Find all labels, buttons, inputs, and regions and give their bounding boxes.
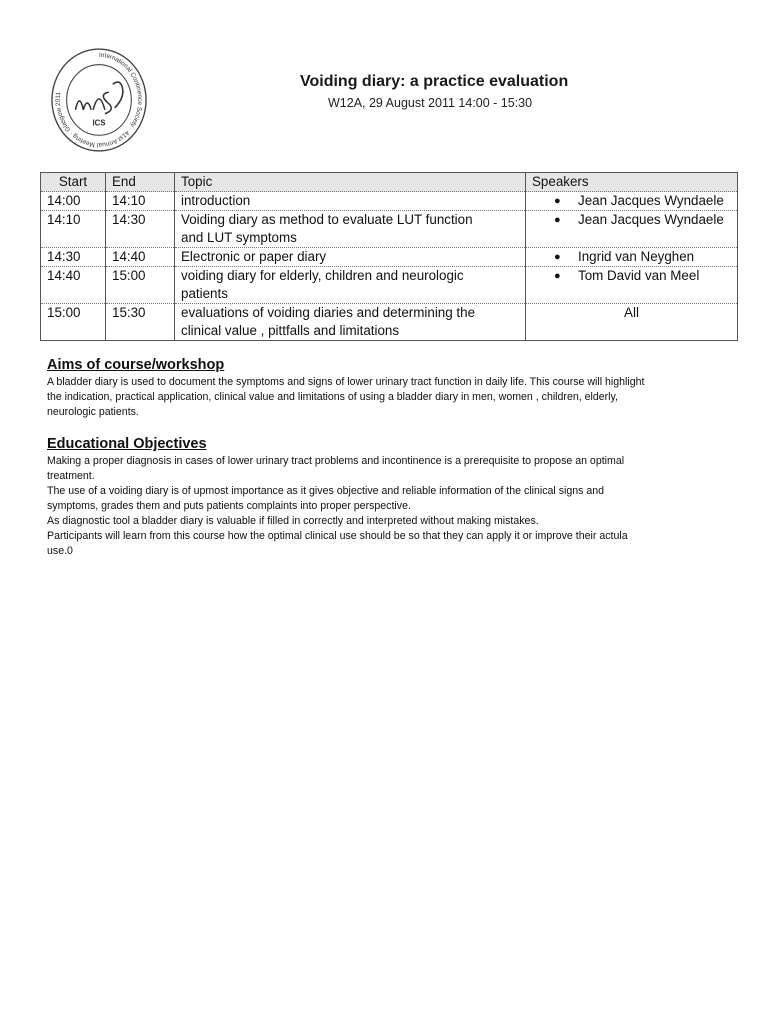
table-row xyxy=(41,211,738,230)
speaker-name: Jean Jacques Wyndaele xyxy=(578,212,724,227)
table-row xyxy=(41,248,738,267)
cell-start xyxy=(41,229,106,248)
cell-end: 15:00 xyxy=(106,267,175,286)
cell-topic: clinical value , pittfalls and limitations xyxy=(175,322,526,341)
objectives-line: treatment. xyxy=(47,470,95,482)
cell-speaker xyxy=(526,248,738,267)
header-start: Start xyxy=(41,173,106,192)
cell-end xyxy=(106,229,175,248)
table-row xyxy=(41,229,738,248)
cell-speaker xyxy=(526,267,738,286)
cell-topic: patients xyxy=(175,285,526,304)
cell-speaker xyxy=(526,322,738,341)
header-speakers: Speakers xyxy=(526,173,738,192)
cell-speaker xyxy=(526,229,738,248)
table-row xyxy=(41,192,738,211)
speaker-name: Ingrid van Neyghen xyxy=(578,249,695,264)
bullet-icon: ● xyxy=(554,251,561,263)
cell-start: 15:00 xyxy=(41,304,106,323)
objectives-heading: Educational Objectives xyxy=(47,436,207,452)
svg-text:ICS: ICS xyxy=(92,118,106,128)
bullet-icon: ● xyxy=(554,214,561,226)
cell-start xyxy=(41,322,106,341)
objectives-line: The use of a voiding diary is of upmost importance as it gives objective and reliable information of the clinical signs and xyxy=(47,485,605,497)
cell-start: 14:10 xyxy=(41,211,106,230)
table-row xyxy=(41,322,738,341)
header-end: End xyxy=(106,173,175,192)
cell-end: 15:30 xyxy=(106,304,175,323)
cell-topic: and LUT symptoms xyxy=(175,229,526,248)
cell-topic: voiding diary for elderly, children and neurologic xyxy=(175,267,526,286)
document-title: Voiding diary: a practice evaluation xyxy=(300,73,569,90)
cell-speaker-all: All xyxy=(526,304,738,323)
table-row xyxy=(41,267,738,286)
objectives-section xyxy=(47,436,727,559)
cell-topic: Voiding diary as method to evaluate LUT function xyxy=(175,211,526,230)
cell-topic: evaluations of voiding diaries and determining the xyxy=(175,304,526,323)
schedule-table xyxy=(40,172,738,341)
cell-start: 14:00 xyxy=(41,192,106,211)
schedule-header-row xyxy=(41,173,738,192)
cell-speaker xyxy=(526,192,738,211)
speaker-name: Tom David van Meel xyxy=(578,268,700,283)
header-topic: Topic xyxy=(175,173,526,192)
objectives-line: use.0 xyxy=(47,545,73,557)
cell-speaker xyxy=(526,285,738,304)
cell-end: 14:40 xyxy=(106,248,175,267)
objectives-line: Participants will learn from this course how the optimal clinical use should be so that they can apply it or improve their actula xyxy=(47,530,628,542)
objectives-line: symptoms, grades them and puts patients complaints into proper perspective. xyxy=(47,500,411,512)
cell-end: 14:10 xyxy=(106,192,175,211)
aims-section xyxy=(47,357,727,420)
cell-end xyxy=(106,322,175,341)
cell-start: 14:30 xyxy=(41,248,106,267)
objectives-line: As diagnostic tool a bladder diary is valuable if filled in correctly and interpreted without making mistakes. xyxy=(47,515,539,527)
cell-topic: introduction xyxy=(175,192,526,211)
objectives-line: Making a proper diagnosis in cases of lower urinary tract problems and incontinence is a prerequisite to propose an optimal xyxy=(47,455,625,467)
table-row xyxy=(41,304,738,323)
table-row xyxy=(41,285,738,304)
cell-topic: Electronic or paper diary xyxy=(175,248,526,267)
bullet-icon: ● xyxy=(554,270,561,282)
aims-heading: Aims of course/workshop xyxy=(47,357,225,373)
cell-start xyxy=(41,285,106,304)
cell-start: 14:40 xyxy=(41,267,106,286)
cell-end: 14:30 xyxy=(106,211,175,230)
svg-text:International Continence Socie: International Continence Society · 41st Annual Meeting · Glasgow 2011 xyxy=(54,51,144,149)
ics-glasgow-logo xyxy=(50,45,148,153)
cell-end xyxy=(106,285,175,304)
cell-speaker xyxy=(526,211,738,230)
bullet-icon: ● xyxy=(554,195,561,207)
speaker-name: Jean Jacques Wyndaele xyxy=(578,193,724,208)
aims-line: A bladder diary is used to document the symptoms and signs of lower urinary tract function in daily life. This course will highlight xyxy=(47,376,645,388)
session-subtitle: W12A, 29 August 2011 14:00 - 15:30 xyxy=(328,96,533,110)
aims-line: neurologic patients. xyxy=(47,406,139,418)
aims-line: the indication, practical application, clinical value and limitations of using a bladder diary in men, women , children, elderly, xyxy=(47,391,618,403)
